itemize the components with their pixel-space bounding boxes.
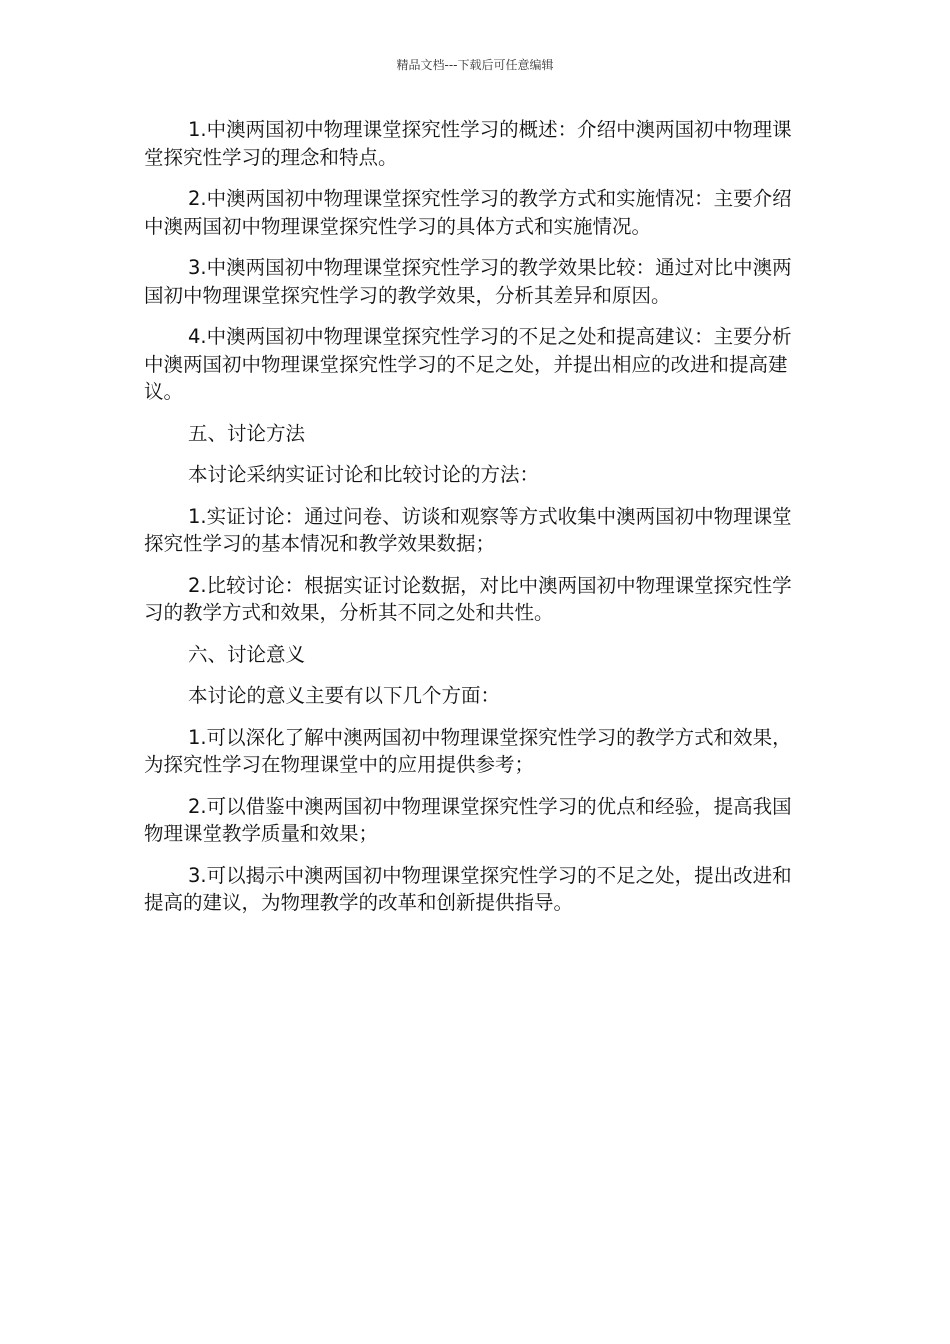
- significance-intro: 本讨论的意义主要有以下几个方面：: [188, 684, 501, 707]
- method-item-empirical: 1.实证讨论：通过问卷、访谈和观察等方式收集中澳两国初中物理课堂探究性学习的基本情况和教学效果数据；: [144, 504, 792, 555]
- section-item-shortcomings: 4.中澳两国初中物理课堂探究性学习的不足之处和提高建议：主要分析中澳两国初中物理课堂探究性学习的不足之处，并提出相应的改进和提高建议。: [144, 325, 792, 403]
- significance-item-2: 2.可以借鉴中澳两国初中物理课堂探究性学习的优点和经验，提高我国物理课堂教学质量和效果；: [144, 794, 792, 845]
- methods-intro: 本讨论采纳实证讨论和比较讨论的方法：: [188, 463, 540, 486]
- section-heading-methods: 五、讨论方法: [188, 421, 306, 445]
- section-item-effect-comparison: 3.中澳两国初中物理课堂探究性学习的教学效果比较：通过对比中澳两国初中物理课堂探究性学习的教学效果，分析其差异和原因。: [144, 256, 792, 307]
- method-item-comparative: 2.比较讨论：根据实证讨论数据，对比中澳两国初中物理课堂探究性学习的教学方式和效果，分析其不同之处和共性。: [144, 573, 792, 624]
- section-item-teaching-methods: 2.中澳两国初中物理课堂探究性学习的教学方式和实施情况：主要介绍中澳两国初中物理课堂探究性学习的具体方式和实施情况。: [144, 187, 792, 238]
- significance-item-1: 1.可以深化了解中澳两国初中物理课堂探究性学习的教学方式和效果，为探究性学习在物理课堂中的应用提供参考；: [144, 725, 792, 776]
- section-item-overview: 1.中澳两国初中物理课堂探究性学习的概述：介绍中澳两国初中物理课堂探究性学习的理念和特点。: [144, 118, 792, 169]
- document-body: [144, 116, 792, 931]
- page-header: 精品文档---下载后可任意编辑: [396, 58, 554, 72]
- significance-item-3: 3.可以揭示中澳两国初中物理课堂探究性学习的不足之处，提出改进和提高的建议，为物理教学的改革和创新提供指导。: [144, 863, 792, 914]
- section-heading-significance: 六、讨论意义: [188, 642, 306, 666]
